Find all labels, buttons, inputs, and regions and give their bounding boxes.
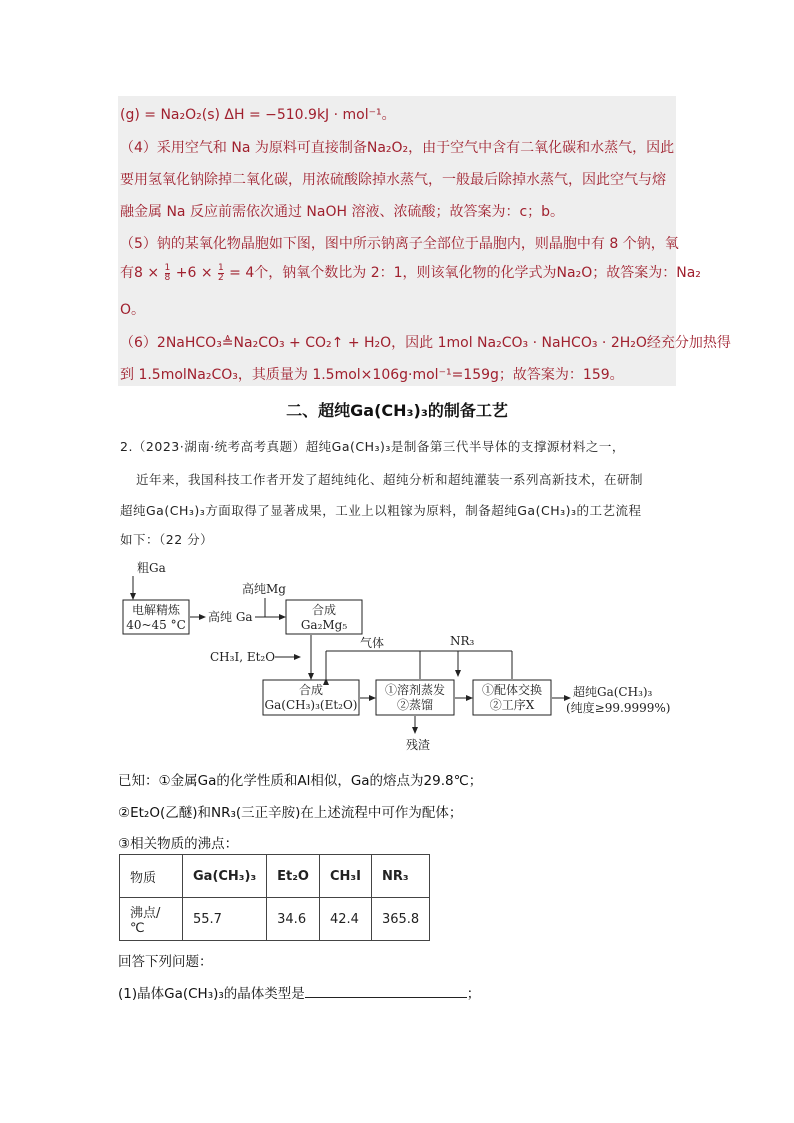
process-flow-diagram (110, 558, 690, 758)
boiling-point-table (119, 854, 430, 941)
calc-prefix: 有8 × (120, 265, 164, 281)
label-electrorefining: 电解精炼 (131, 603, 181, 617)
fraction-one-half: $\frac{1}{2}$ (218, 262, 224, 283)
table-cell: 34.6 (267, 898, 320, 941)
table-row (120, 898, 430, 941)
label-product: 超纯Ga(CH₃)₃ (573, 685, 653, 699)
table-cell: CH₃I (319, 855, 371, 898)
answer-line-7: O。 (120, 302, 146, 318)
table-cell: 物质 (120, 855, 183, 898)
table-cell: NR₃ (371, 855, 429, 898)
answer-line-2: （4）采用空气和 Na 为原料可直接制备Na₂O₂，由于空气中含有二氧化碳和水蒸气，因此 (120, 140, 675, 156)
calc-mid: +6 × (171, 265, 217, 281)
answer-line-3: 要用氢氧化钠除掉二氧化碳，用浓硫酸除掉水蒸气，一般最后除掉水蒸气，因此空气与熔 (120, 172, 666, 188)
table-cell: 365.8 (371, 898, 429, 941)
label-ligand-exchange: ①配体交换 (481, 683, 543, 697)
answer-blank[interactable] (305, 985, 467, 998)
prompt-text: 回答下列问题： (118, 954, 213, 970)
answer-line-9: 到 1.5molNa₂CO₃，其质量为 1.5mol×106g·mol⁻¹=159g；故答案为：159。 (120, 367, 624, 383)
table-cell: Et₂O (267, 855, 320, 898)
label-pure-mg: 高纯Mg (242, 582, 286, 596)
answer-line-5: （5）钠的某氧化物晶胞如下图，图中所示钠离子全部位于晶胞内，则晶胞中有 8 个钠，氧 (120, 236, 679, 252)
answer-line-6 (120, 262, 701, 283)
label-solvent-evaporation: ①溶剂蒸发 (384, 683, 446, 697)
label-gas: 气体 (360, 636, 385, 650)
section-title: 二、超纯Ga(CH₃)₃的制备工艺 (286, 401, 508, 420)
answer-line-4: 融金属 Na 反应前需依次通过 NaOH 溶液、浓硫酸；故答案为：c；b。 (120, 204, 565, 220)
question-line-1: 2.（2023·湖南·统考高考真题）超纯Ga(CH₃)₃是制备第三代半导体的支撑源材料之一， (120, 439, 625, 454)
label-pure-ga: 高纯 Ga (208, 610, 253, 624)
label-reagents: CH₃I, Et₂O (210, 650, 276, 664)
table-cell: 55.7 (183, 898, 267, 941)
label-synthesis-2: 合成 (298, 683, 324, 697)
calc-suffix: = 4个，钠氧个数比为 2：1，则该氧化物的化学式为Na₂O；故答案为：Na₂ (224, 265, 701, 281)
label-electrorefining-temp: 40~45 °C (126, 618, 186, 632)
label-crude-ga: 粗Ga (137, 561, 166, 575)
label-ga2mg5: Ga₂Mg₅ (300, 618, 348, 632)
question-1 (118, 982, 480, 1002)
label-complex: Ga(CH₃)₃(Et₂O) (264, 698, 358, 712)
question-line-3: 超纯Ga(CH₃)₃方面取得了显著成果，工业上以粗镓为原料，制备超纯Ga(CH₃)₃的工艺流程 (120, 503, 642, 518)
label-residue: 残渣 (406, 738, 431, 752)
question-1-end: ； (466, 986, 481, 1002)
answer-line-8: （6）2NaHCO₃≜Na₂CO₃ + CO₂↑ + H₂O，因此 1mol Na₂CO₃ · NaHCO₃ · 2H₂O经充分加热得 (120, 335, 731, 351)
fraction-one-eighth: $\frac{1}{8}$ (164, 262, 171, 283)
table-cell: 42.4 (319, 898, 371, 941)
question-1-text: (1)晶体Ga(CH₃)₃的晶体类型是 (118, 986, 305, 1002)
label-distillation: ②蒸馏 (396, 698, 434, 712)
table-cell: 沸点/℃ (120, 898, 183, 941)
answer-line-1: (g) = Na₂O₂(s) ΔH = −510.9kJ · mol⁻¹。 (120, 107, 396, 123)
known-line-3: ③相关物质的沸点： (118, 836, 239, 852)
table-cell: Ga(CH₃)₃ (183, 855, 267, 898)
table-header-row (120, 855, 430, 898)
known-line-2: ②Et₂O(乙醚)和NR₃(三正辛胺)在上述流程中可作为配体； (118, 805, 463, 821)
label-nr3: NR₃ (450, 634, 475, 648)
label-synthesis-1: 合成 (311, 603, 337, 617)
label-process-x: ②工序X (489, 698, 535, 712)
label-purity: (纯度≥99.9999%) (566, 701, 671, 715)
question-line-2: 近年来，我国科技工作者开发了超纯纯化、超纯分析和超纯灌装一系列高新技术，在研制 (136, 472, 644, 487)
known-line-1: 已知：①金属Ga的化学性质和Al相似，Ga的熔点为29.8℃； (118, 773, 483, 789)
question-line-4: 如下：（22 分） (120, 532, 214, 547)
